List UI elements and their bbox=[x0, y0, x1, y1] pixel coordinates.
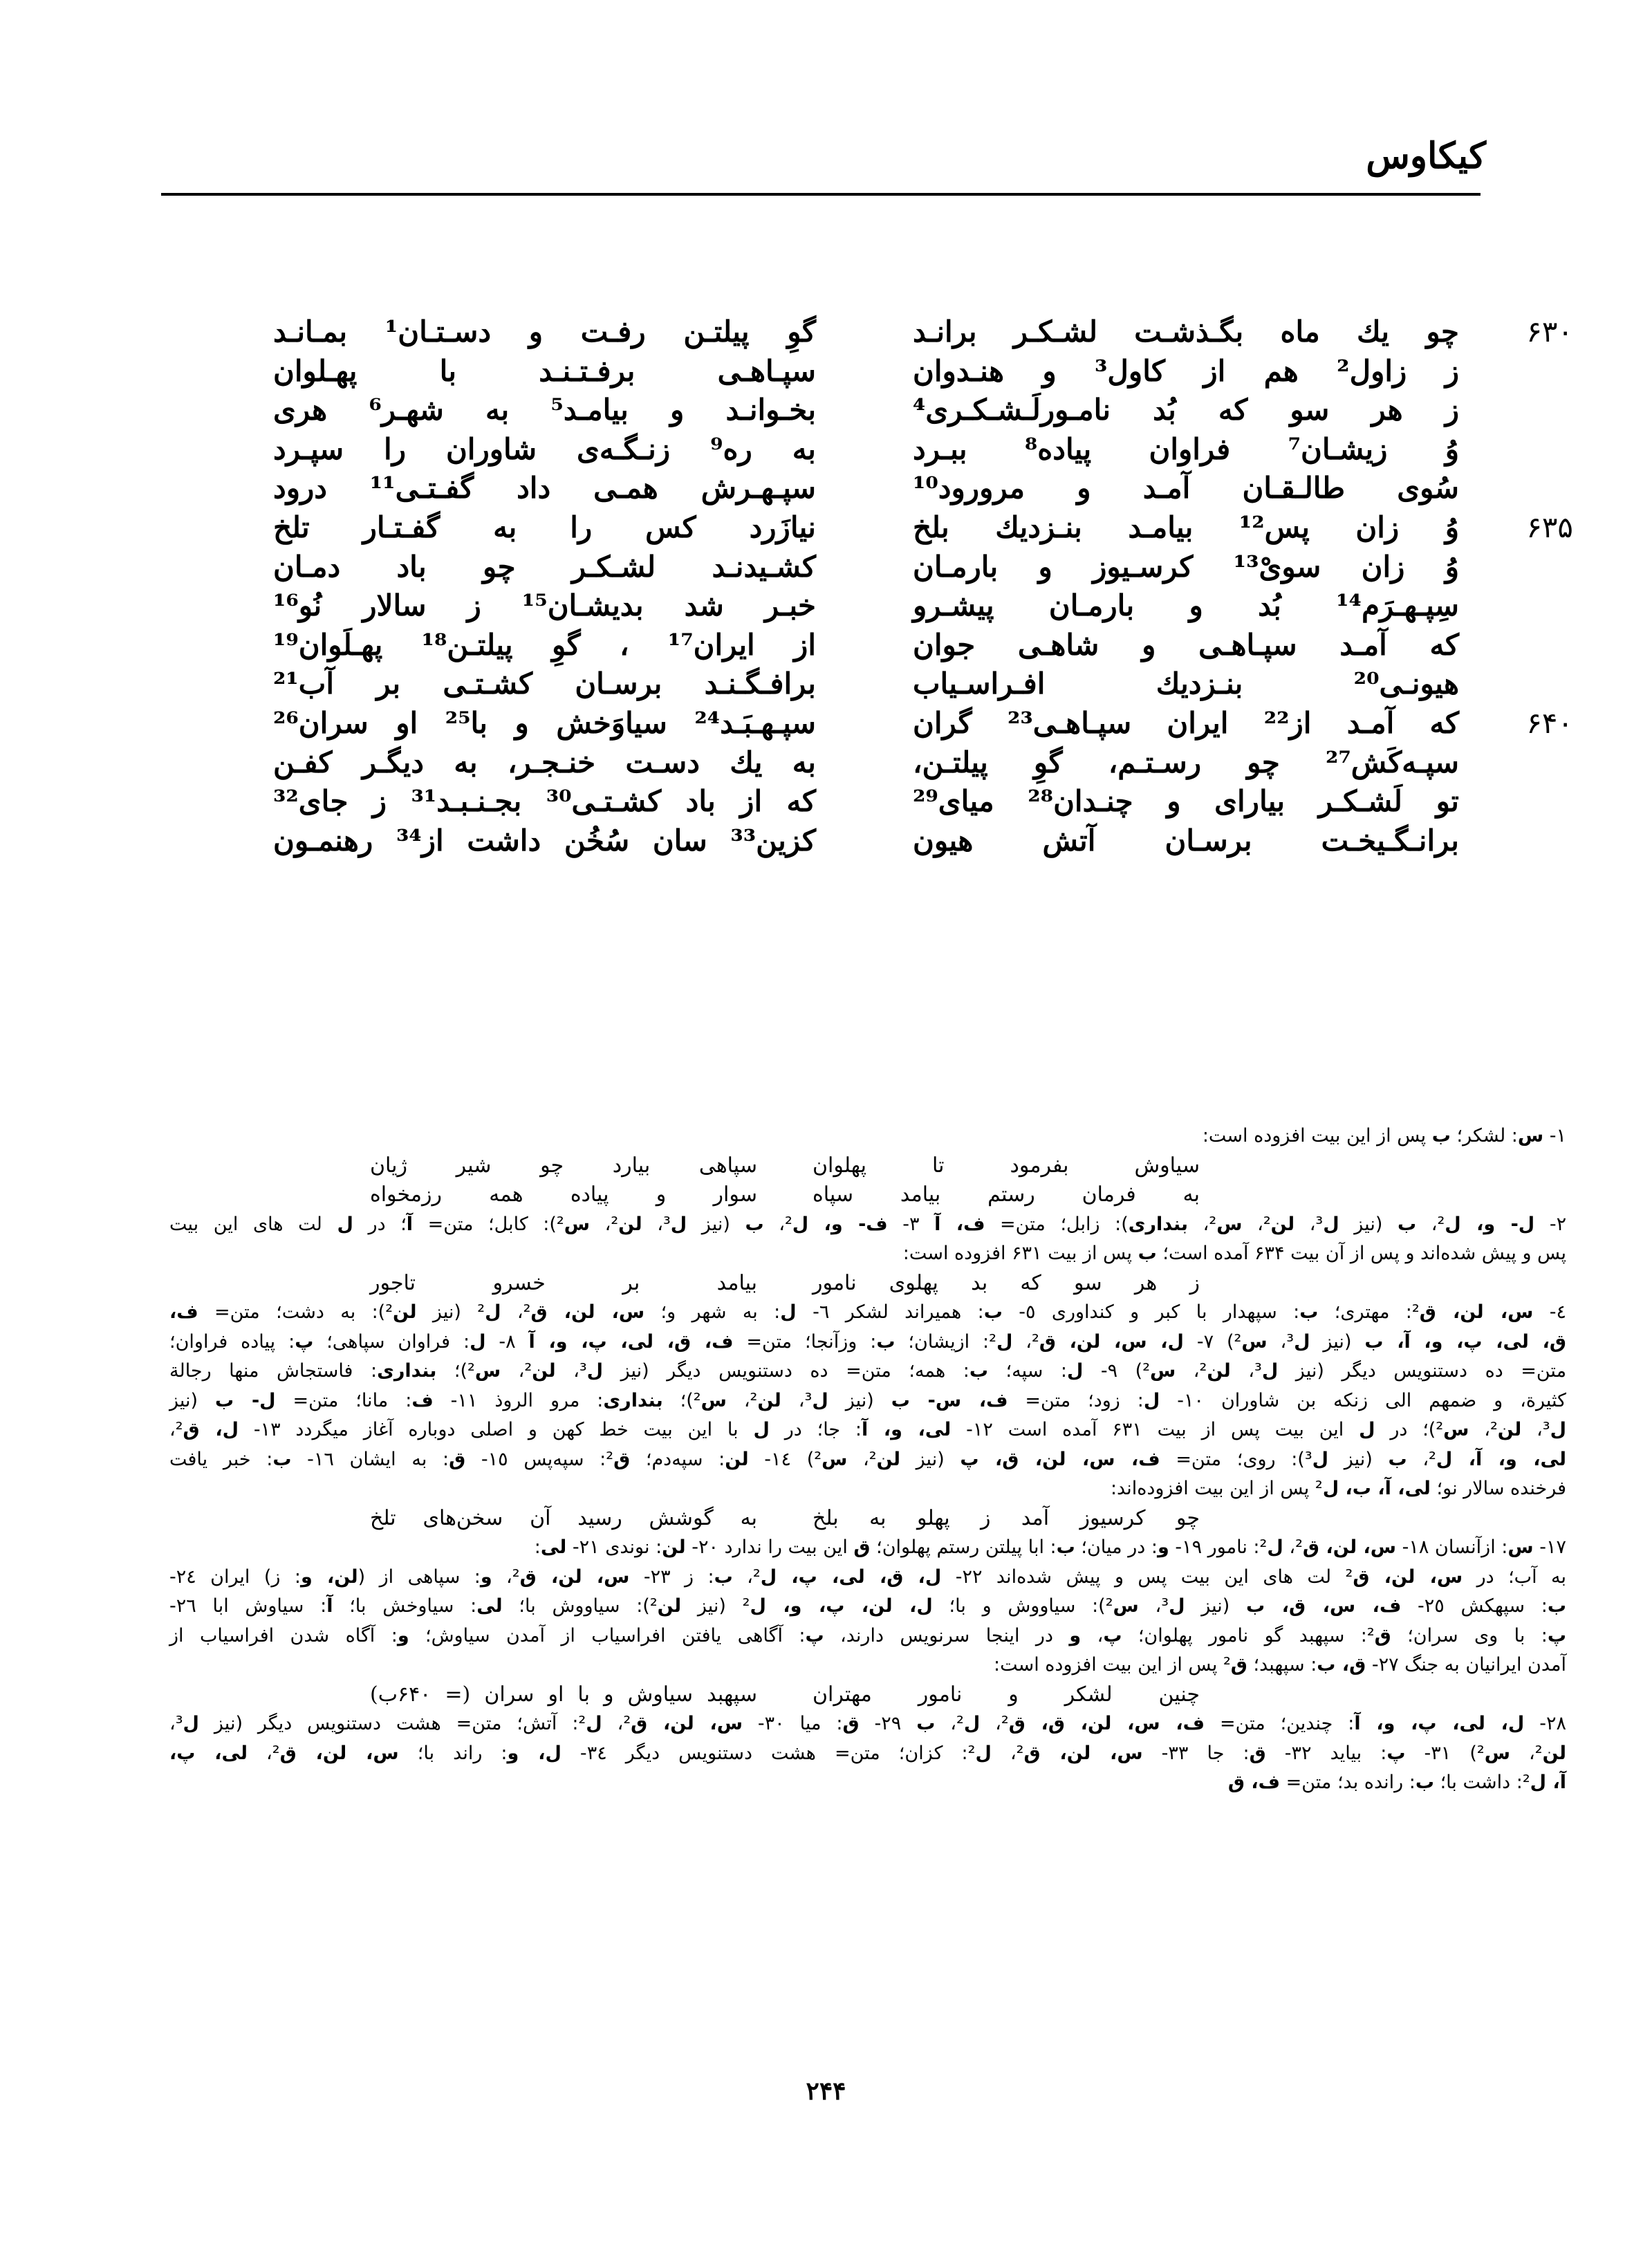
variant-second-hemistich: بیامد بر خسرو تاجور bbox=[370, 1270, 757, 1295]
couplet bbox=[273, 588, 1573, 628]
first-hemistich: ز زاول² هم از كاول³ و هنـدوان bbox=[913, 353, 1459, 388]
footnote-line: پس و پیش شده‌اند و پس از آن بیت ۶۳۴ آمده است؛ ب پس از بیت ۶۳۱ افزوده است: bbox=[902, 1243, 1566, 1264]
second-hemistich: سپـهـرش همـی داد گفـتـی¹¹ درود bbox=[273, 471, 816, 505]
footnote-line: ۱- س: لشكر؛ ب پس از این بیت افزوده است: bbox=[1202, 1125, 1566, 1147]
footnote-line: ٤- س، لن، ق²: مهتری؛ ب: سپهدار با كبر و كنداوری ٥- ب: همیراند لشكر ٦- ل: به شهر و؛ س، لن، ق²، ل² (نیز لن²): به دشت؛ متن= ف، bbox=[169, 1301, 1567, 1323]
first-hemistich: وُ زان سویْ¹³ كرسـیوز و بارمـان bbox=[913, 549, 1459, 584]
first-hemistich: هیونـی²⁰ بنـزدیك افـراسـیاب bbox=[913, 667, 1459, 701]
page-number: ۲۴۴ bbox=[806, 2077, 846, 2106]
footnote-variant-verse bbox=[169, 1180, 1566, 1210]
variant-second-hemistich: به گوشش رسید آن سخن‌های تلخ bbox=[370, 1505, 757, 1530]
footnote-line: ۲۸- ل، لی، پ، و، آ: چندین؛ متن= ف، س، لن، ق، ق²، ل²، ب ۲۹- ق: میا ۳۰- س، لن، ق²، ل²: آتش؛ متن= هشت دستنویس دیگر (نیز ل³، bbox=[169, 1713, 1567, 1734]
first-hemistich: سپـه‌كَش²⁷ چو رسـتـم، گوِ پیلتـن، bbox=[913, 745, 1459, 779]
couplet bbox=[273, 550, 1573, 589]
second-hemistich: به یك دسـت خنـجـر، به دیگـر كفـن bbox=[273, 745, 816, 779]
footnote-line: لی، و، آ، ل²، ب (نیز ل³): روی؛ متن= ف، س، لن، ق، پ (نیز لن²، س²) ۱٤- لن: سپه‌دم؛ ق²: سپه‌پس ۱٥- ق: به ایشان ۱٦- ب: خبر یافت bbox=[169, 1448, 1566, 1470]
first-hemistich: چو یك ماه بگـذشـت لشـكـر برانـد bbox=[913, 315, 1459, 349]
second-hemistich: برافـگـنـد برسـان كشـتـی بر آب²¹ bbox=[273, 667, 816, 701]
first-hemistich: وُ زیشـان⁷ فراوان پیاده⁸ ببـرد bbox=[913, 431, 1459, 466]
couplet bbox=[273, 354, 1573, 393]
footnote-line: متن= ده دستنویس دیگر (نیز ل³، لن²، س²) ۹- ل: سپه؛ ب: همه؛ متن= ده دستنویس دیگر (نیز ل³، لن²، س²)؛ بنداری: فاستجاش منها رجالة bbox=[169, 1360, 1567, 1382]
variant-first-hemistich: چو كرسیوز آمد ز پهلو به بلخ bbox=[813, 1505, 1200, 1530]
footnote-line: ق، لی، پ، و، آ، ب (نیز ل³، س²) ۷- ل، س، لن، ق²، ل²: ازیشان؛ ب: وزآنجا؛ متن= ف، ق، لی، پ، و، آ ۸- ل: فراوان سپاهی؛ پ: پیاده فراوان؛ bbox=[169, 1330, 1567, 1353]
couplet bbox=[273, 706, 1573, 745]
couplet bbox=[273, 432, 1573, 472]
variant-first-hemistich: ز هر سو كه بد پهلوی نامور bbox=[813, 1270, 1200, 1295]
couplet bbox=[273, 628, 1573, 667]
footnote-variant-verse bbox=[169, 1680, 1566, 1710]
second-hemistich: بخـوانـد و بیامـد⁵ به شهـر⁶ هری bbox=[273, 393, 817, 427]
couplet bbox=[273, 393, 1573, 432]
verse-number: ۶۳۵ bbox=[1526, 510, 1573, 544]
variant-first-hemistich: سیاوش بفرمود تا پهلوان bbox=[813, 1153, 1200, 1178]
first-hemistich: تو لَشـكـر بیارای و چنـدان²⁸ میای²⁹ bbox=[913, 784, 1460, 819]
second-hemistich: از ایران¹⁷ ، گوِ پیلتـن¹⁸ پهـلَوان¹⁹ bbox=[273, 627, 816, 662]
variant-first-hemistich: چنین لشكر و نامور مهتران bbox=[813, 1682, 1200, 1707]
variant-second-hemistich: سوار و پیاده همه رزمخواه bbox=[370, 1182, 757, 1207]
second-hemistich: كزین³³ سان سُخُن داشت از³⁴ رهنمـون bbox=[273, 823, 817, 857]
verse-section bbox=[273, 315, 1573, 862]
couplet bbox=[273, 471, 1573, 510]
first-hemistich: سِپـهـرَم¹⁴ بُد و بارمـان پیشـرو bbox=[913, 588, 1459, 623]
footnote-line: به آب؛ در س، لن، ق² لت های این بیت پس و پیش شده‌اند ۲۲- ل، ق، لی، پ، ل²، ب: ز ۲۳- س، لن، ق²، و: سپاهی از (لن، و: ز) ایران ۲٤- bbox=[169, 1566, 1567, 1588]
first-hemistich: برانـگـیخـت برسـان آتش هیون bbox=[913, 823, 1459, 857]
second-hemistich: خبـر شد بدیشـان¹⁵ ز سالار نُو¹⁶ bbox=[273, 588, 817, 623]
footnote-variant-verse bbox=[169, 1151, 1566, 1181]
footnote-line: فرخنده سالار نو؛ لی، آ، ب، ل² پس از این بیت افزوده‌اند: bbox=[1110, 1478, 1566, 1499]
variant-second-hemistich: سپهبد سیاوش و با او سران (= ۶۴۰ب) bbox=[370, 1682, 757, 1707]
variant-first-hemistich: به فرمان رستم بیامد سپاه bbox=[813, 1182, 1200, 1207]
second-hemistich: كشـیدنـد لشـكـر چو باد دمـان bbox=[273, 549, 816, 584]
footnote-line: ۲- ل- و، ل²، ب (نیز ل³، لن²، س²، بنداری): زابل؛ متن= ف، آ ۳- ف- و، ل²، ب (نیز ل³، لن²، س²): كابل؛ متن= آ؛ در ل لت های این بیت bbox=[169, 1213, 1567, 1235]
footnote-line: پ: با وی سران؛ ق²: سپهبد گو نامور پهلوان؛ پ، و در اینجا سرنویس دارند، پ: آگاهی یافتن افراسیاب از آمدن سیاوش؛ و: آگاه شدن افراسیاب از bbox=[169, 1624, 1566, 1646]
first-hemistich: وُ زان پس¹² بیامـد بنـزدیك بلخ bbox=[913, 510, 1459, 544]
first-hemistich: ز هر سو كه بُد نامـورلَـشـكـری⁴ bbox=[913, 393, 1459, 427]
footnote-line: ل³، لن²، س²)؛ در ل این بیت پس از بیت ۶۳۱ آمده است ۱۲- لی، و، آ: جا؛ در ل با این بیت خط كهن و اصلی دوباره آغاز میگردد ۱۳- ل، ق²، bbox=[169, 1419, 1567, 1440]
couplet bbox=[273, 745, 1573, 785]
footnote-variant-verse bbox=[169, 1269, 1566, 1299]
couplet bbox=[273, 510, 1573, 550]
footnote-line: لن²، س²) ۳۱- پ: بیاید ۳۲- ق: جا ۳۳- س، لن، ق²، ل²: كزان؛ متن= هشت دستنویس دیگر ۳٤- ل، و: راند با؛ س، لن، ق²، لی، پ، bbox=[169, 1742, 1567, 1764]
second-hemistich: نیازَرد كس را به گفـتـار تلخ bbox=[273, 510, 816, 544]
first-hemistich: كه آمـد از²² ایران سپـاهـی²³ گران bbox=[913, 705, 1459, 740]
second-hemistich: سپـهـبَـد²⁴ سیاوَخش و با²⁵ او سران²⁶ bbox=[273, 705, 816, 740]
second-hemistich: كه از باد كشـتـی³⁰ بجـنـبـد³¹ ز جای³² bbox=[273, 784, 816, 819]
first-hemistich: كه آمـد سپـاهـی و شاهـی جوان bbox=[913, 627, 1459, 662]
verse-number: ۶۳۰ bbox=[1526, 315, 1573, 349]
running-title: کیکاوس bbox=[1366, 135, 1486, 177]
first-hemistich: سُوی طالـقـان آمـد و مرورود¹⁰ bbox=[913, 471, 1459, 505]
couplet bbox=[273, 315, 1573, 354]
footnote-line: ب: سپهكش ۲٥- ف، س، ق، ب (نیز ل³، س²): سیاووش و با؛ ل، لن، پ، و، ل² (نیز لن²): سیاووش با؛ لی: سیاوخش با؛ آ: سیاوش ابا ۲٦- bbox=[169, 1595, 1567, 1617]
footnote-line: كثیرة، و ضمهم الی زنكه بن شاوران ۱۰- ل: زود؛ متن= ف، س- ب (نیز ل³، لن²، س²)؛ بنداری: مرو الروذ ۱۱- ف: مانا؛ متن= ل- ب (نیز bbox=[169, 1389, 1567, 1411]
verse-number: ۶۴۰ bbox=[1526, 705, 1573, 740]
couplet bbox=[273, 667, 1573, 706]
couplet bbox=[273, 824, 1573, 863]
footnotes-section bbox=[169, 1122, 1566, 1798]
footnote-variant-verse bbox=[169, 1504, 1566, 1534]
footnote-line: آ، ل²: داشت با؛ ب: رانده بد؛ متن= ف، ق bbox=[1227, 1772, 1566, 1793]
second-hemistich: گوِ پیلتـن رفـت و دسـتـان¹ بمـانـد bbox=[273, 315, 817, 349]
footnote-line: ۱۷- س: ازآنسان ۱۸- س، لن، ق²، ل²: نامور ۱۹- و: در میان؛ ب: ابا پیلتن رستم پهلوان؛ ق این بیت را ندارد ۲۰- لن: نوندی ۲۱- لی: bbox=[534, 1537, 1566, 1558]
variant-second-hemistich: سپاهی بیارد چو شیر ژیان bbox=[370, 1153, 757, 1178]
header-rule bbox=[161, 193, 1481, 196]
second-hemistich: سپـاهـی برفـتـنـد با پهـلوان bbox=[273, 353, 816, 388]
second-hemistich: به ره⁹ زنـگـه‌ی شاوران را سپـرد bbox=[273, 431, 816, 466]
couplet bbox=[273, 784, 1573, 824]
footnote-line: آمدن ایرانیان به جنگ ۲۷- ق، ب: سپهبد؛ ق² پس از این بیت افزوده است: bbox=[993, 1654, 1566, 1676]
